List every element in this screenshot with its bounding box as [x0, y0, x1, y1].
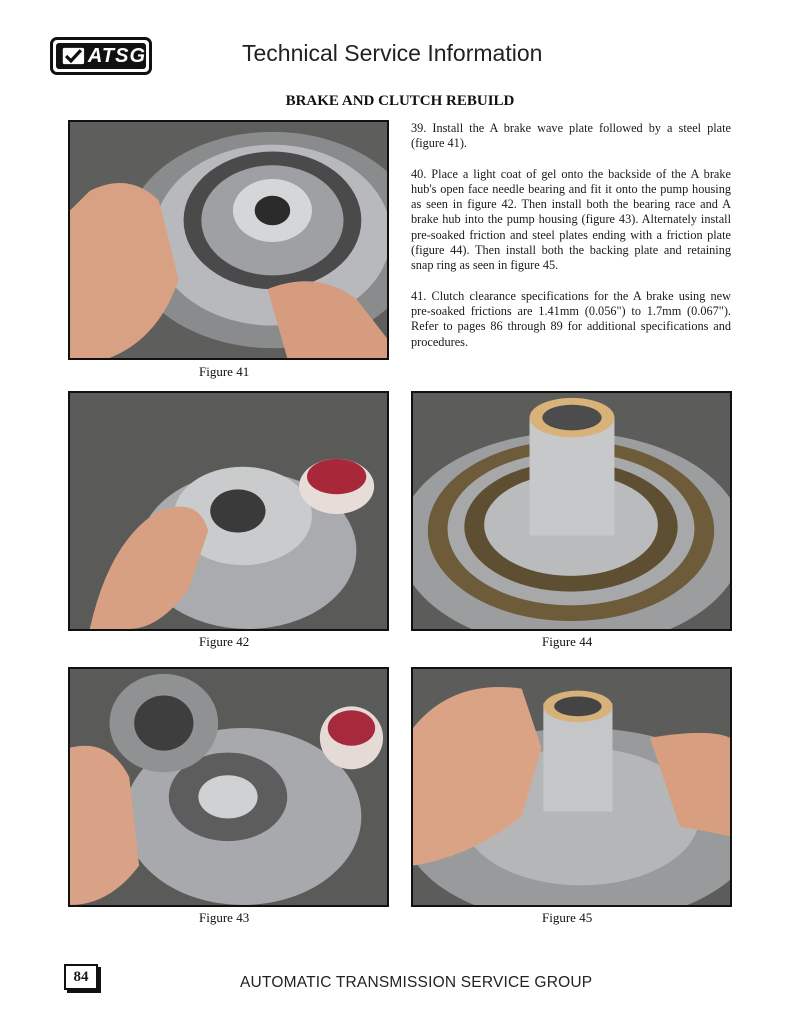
step-39: 39. Install the A brake wave plate followed by a steel plate (figure 41). — [411, 121, 731, 151]
figure-45-photo — [411, 667, 732, 907]
figure-44-photo — [411, 391, 732, 631]
page-header-title: Technical Service Information — [242, 40, 543, 66]
logo-text: ATSG — [87, 44, 146, 67]
instructions-text — [411, 121, 731, 365]
figure-45-caption: Figure 45 — [542, 910, 593, 925]
figure-41-caption: Figure 41 — [199, 364, 250, 379]
step-41: 41. Clutch clearance specifications for the A brake using new pre-soaked frictions are 1.41mm (0.056") to 1.7mm (0.067"). Refer to pages 86 through 89 for additional specifications and procedures. — [411, 288, 731, 349]
checkmark-icon — [62, 45, 85, 67]
figure-44-caption: Figure 44 — [542, 634, 593, 649]
figure-42-photo — [68, 391, 389, 631]
page-number: 84 — [64, 964, 98, 990]
figure-41-photo — [68, 120, 389, 360]
figure-43-caption: Figure 43 — [199, 910, 250, 925]
step-40: 40. Place a light coat of gel onto the backside of the A brake hub's open face needle bearing and fit it onto the pump housing as seen in figure 42. Then install both the bearing race and A brake hub into the pump housing (figure 43). Alternately install pre-soaked friction and steel plates ending with a friction plate (figure 44). Then install both the backing plate and retaining snap ring as seen in figure 45. — [411, 166, 731, 273]
figure-42-caption: Figure 42 — [199, 634, 250, 649]
figure-43-photo — [68, 667, 389, 907]
section-title: BRAKE AND CLUTCH REBUILD — [285, 93, 515, 109]
footer-organization: AUTOMATIC TRANSMISSION SERVICE GROUP — [240, 974, 593, 991]
atsg-logo — [50, 37, 152, 75]
